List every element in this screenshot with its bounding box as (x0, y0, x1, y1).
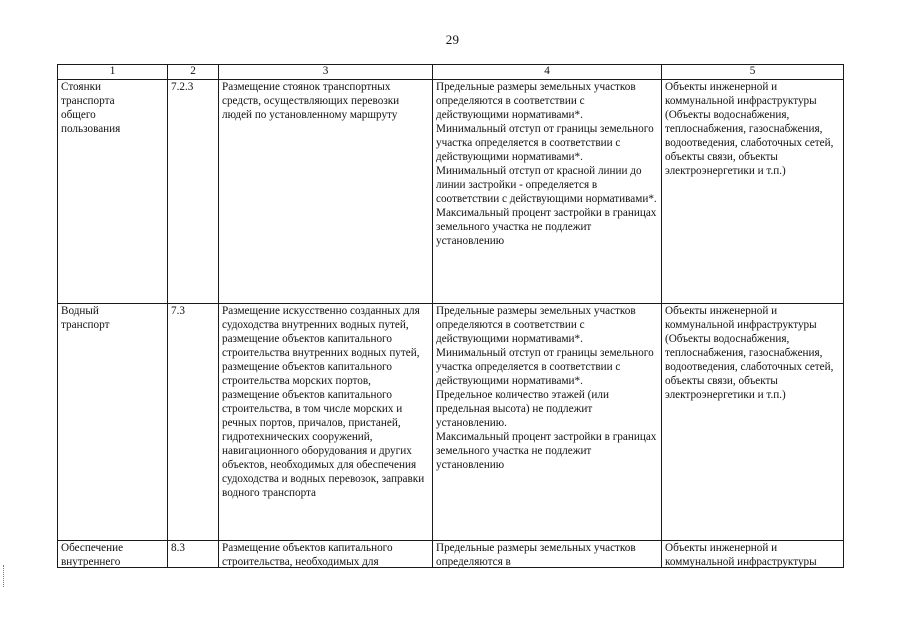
land-use-code-cell (168, 304, 219, 541)
auxiliary-uses: Объекты инженерной и коммунальной инфраструктуры (665, 542, 817, 567)
column-header: 1 (58, 65, 168, 80)
land-use-code: 8.3 (171, 542, 185, 554)
table-row (58, 304, 844, 541)
land-use-parameters-cell (433, 304, 662, 541)
auxiliary-uses-cell (662, 80, 844, 304)
land-use-code-cell (168, 541, 219, 568)
land-use-code-cell (168, 80, 219, 304)
land-use-description: Размещение стоянок транспортных средств, осуществляющих перевозки людей по установленному маршруту (222, 81, 400, 121)
land-use-description: Размещение объектов капитального строительства, необходимых для (222, 542, 393, 567)
land-use-code: 7.3 (171, 305, 185, 317)
land-use-description-cell (219, 541, 433, 568)
land-use-parameters: Предельные размеры земельных участков определяются в соответствии с действующими нормативами*. Минимальный отступ от границы земельного участка определяется в соответствии с действующими нормативами*. Предельное количество этажей (или предельная высота) не подлежит установлению. Максимальный процент застройки в границах земельного участка не подлежит установлению (436, 305, 657, 471)
auxiliary-uses-cell (662, 541, 844, 568)
land-use-parameters-cell (433, 80, 662, 304)
land-use-name-cell (58, 80, 168, 304)
land-use-name-cell (58, 541, 168, 568)
table-header-row (58, 65, 844, 80)
auxiliary-uses-cell (662, 304, 844, 541)
table-row (58, 541, 844, 568)
page-number: 29 (445, 32, 460, 47)
land-use-table (57, 64, 844, 568)
land-use-parameters-cell (433, 541, 662, 568)
land-use-parameters: Предельные размеры земельных участков определяются в (436, 542, 636, 567)
land-use-name: Водный транспорт (61, 305, 110, 331)
land-use-description: Размещение искусственно созданных для судоходства внутренних водных путей, размещение объектов капитального строительства внутренних водных путей, размещение объектов капитального строительства морских портов, размещение объектов капитального строительства, в том числе морских и речных портов, причалов, пристаней, гидротехнических сооружений, навигационного оборудования и других объектов, необходимых для обеспечения судоходства и водных перевозок, заправки водного транспорта (222, 305, 425, 499)
auxiliary-uses: Объекты инженерной и коммунальной инфраструктуры (Объекты водоснабжения, теплоснабжения, газоснабжения, водоотведения, слаботочных сетей, объекты связи, объекты электроэнергетики и т.п.) (665, 81, 834, 177)
land-use-description-cell (219, 80, 433, 304)
auxiliary-uses: Объекты инженерной и коммунальной инфраструктуры (Объекты водоснабжения, теплоснабжения, газоснабжения, водоотведения, слаботочных сетей, объекты связи, объекты электроэнергетики и т.п.) (665, 305, 834, 401)
table-row (58, 80, 844, 304)
land-use-name: Обеспечение внутреннего (61, 542, 124, 567)
scan-margin-mark (3, 565, 6, 587)
column-header: 5 (662, 65, 844, 80)
land-use-name-cell (58, 304, 168, 541)
column-header: 3 (219, 65, 433, 80)
land-use-parameters: Предельные размеры земельных участков определяются в соответствии с действующими нормативами*. Минимальный отступ от границы земельного участка определяется в соответствии с действующими нормативами*. Минимальный отступ от красной линии до линии застройки - определяется в соответствии с действующими нормативами*. Максимальный процент застройки в границах земельного участка не подлежит установлению (436, 81, 657, 247)
column-header: 4 (433, 65, 662, 80)
land-use-code: 7.2.3 (171, 81, 194, 93)
column-header: 2 (168, 65, 219, 80)
land-use-name: Стоянки транспорта общего пользования (61, 81, 121, 135)
land-use-description-cell (219, 304, 433, 541)
